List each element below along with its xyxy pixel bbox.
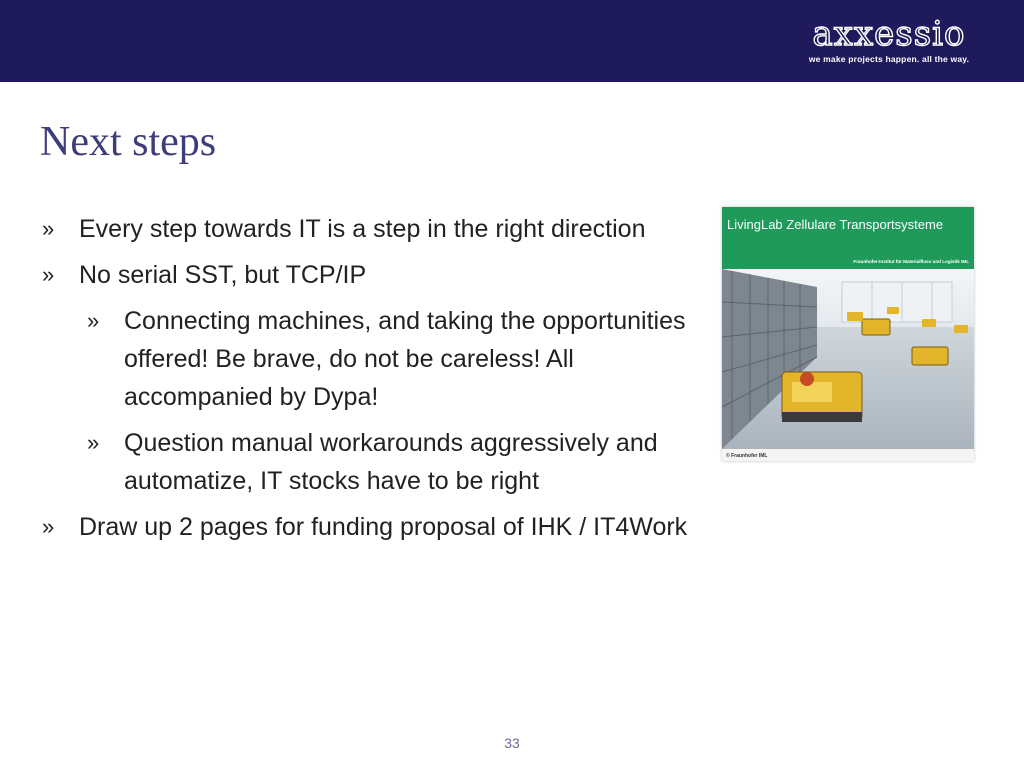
image-credit: © Fraunhofer IML [726, 453, 768, 459]
image-subtitle: Fraunhofer-Institut für Materialfluss und Logistik IML [853, 259, 969, 264]
logo-wordmark: axxessio [812, 14, 966, 54]
warehouse-robots-photo [722, 207, 974, 461]
sub-bullet-item [85, 302, 690, 416]
bullet-list [40, 210, 690, 554]
bullet-text: Draw up 2 pages for funding proposal of IHK / IT4Work [79, 513, 688, 541]
bullet-item [40, 256, 690, 294]
image-title: LivingLab Zellulare Transportsysteme [727, 217, 944, 232]
slide-title: Next steps [40, 119, 217, 165]
bullet-marker: » [42, 514, 55, 539]
bullet-marker: » [42, 262, 55, 287]
bullet-text: Question manual workarounds aggressively and automatize, IT stocks have to be right [124, 429, 658, 495]
bullet-marker: » [87, 430, 100, 455]
logo-tagline: we make projects happen. all the way. [808, 54, 970, 64]
sub-bullet-item [85, 424, 690, 500]
bullet-item [40, 210, 690, 248]
bullet-item [40, 508, 690, 546]
page-number: 33 [504, 735, 520, 751]
axxessio-logo [804, 16, 974, 64]
bullet-text: No serial SST, but TCP/IP [79, 261, 367, 289]
bullet-marker: » [42, 216, 55, 241]
bullet-text: Connecting machines, and taking the opportunities offered! Be brave, do not be careless! All accompanied by Dypa! [124, 307, 686, 411]
header-bar [0, 0, 1024, 82]
bullet-marker: » [87, 308, 100, 333]
bullet-text: Every step towards IT is a step in the right direction [79, 215, 646, 243]
